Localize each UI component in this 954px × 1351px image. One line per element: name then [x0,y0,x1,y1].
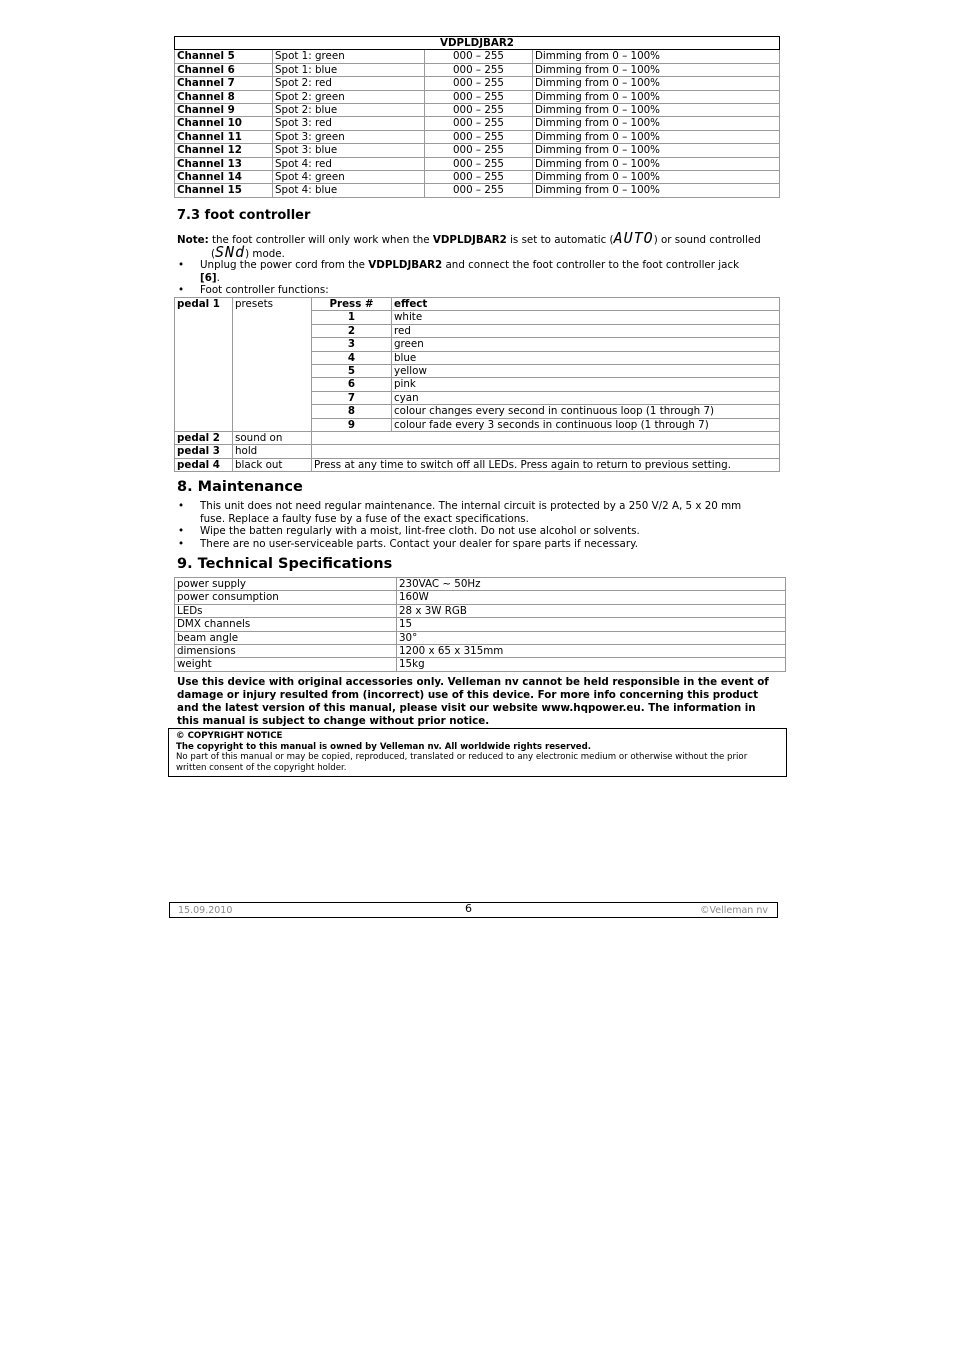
table-row [175,171,780,184]
channel-function: Spot 2: blue [273,104,425,117]
channel-range: 000 – 255 [425,90,533,103]
channel-range: 000 – 255 [425,157,533,170]
note-text-3: ) or sound controlled [653,234,761,246]
channel-name: Channel 8 [175,90,273,103]
note-text-5: ) mode. [245,248,285,260]
channel-name: Channel 11 [175,130,273,143]
note-text-2: is set to automatic ( [506,234,614,246]
channel-name: Channel 14 [175,171,273,184]
channel-name: Channel 9 [175,104,273,117]
spec-name: weight [175,658,397,671]
list-item: • Foot controller functions: [178,284,329,297]
auto-display-glyph: AUTO [613,229,654,247]
press-effect: red [392,324,780,337]
note-text-4: ( [211,248,216,260]
spec-value: 15kg [397,658,786,671]
press-effect: colour changes every second in continuous loop (1 through 7) [392,405,780,418]
page-number: 6 [465,902,472,915]
copyright-line-3: written consent of the copyright holder. [176,762,347,773]
list-item: • Unplug the power cord from the VDPLDJBAR2 and connect the foot controller to the foot controller jack [6]. [178,259,740,284]
pedal-1-label: pedal 1 [175,298,233,432]
table-row [175,90,780,103]
list-item: • Wipe the batten regularly with a moist, lint-free cloth. Do not use alcohol or solvents. [178,525,640,538]
copyright-notice [168,728,787,777]
pedal-4-label: pedal 4 [175,458,233,471]
press-number: 7 [312,391,392,404]
table-row [175,445,780,458]
channel-effect: Dimming from 0 – 100% [533,63,780,76]
spec-name: power supply [175,578,397,591]
spec-value: 30° [397,631,786,644]
channel-function: Spot 3: red [273,117,425,130]
press-number: 2 [312,324,392,337]
channel-function: Spot 3: green [273,130,425,143]
specs-heading: 9. Technical Specifications [177,556,393,572]
table-row [175,157,780,170]
channel-function: Spot 4: green [273,171,425,184]
table-row [175,50,780,63]
press-number: 4 [312,351,392,364]
channel-name: Channel 6 [175,63,273,76]
channel-range: 000 – 255 [425,130,533,143]
maintenance-heading: 8. Maintenance [177,479,303,495]
copyright-title: © COPYRIGHT NOTICE [176,731,283,741]
table-row [175,591,786,604]
pedal-2-label: pedal 2 [175,432,233,445]
press-number: 3 [312,338,392,351]
channel-effect: Dimming from 0 – 100% [533,77,780,90]
press-header: Press # [312,298,392,311]
table-row [175,77,780,90]
channel-function: Spot 1: green [273,50,425,63]
spec-name: power consumption [175,591,397,604]
channel-function: Spot 2: red [273,77,425,90]
spec-name: dimensions [175,645,397,658]
spec-name: beam angle [175,631,397,644]
press-number: 9 [312,418,392,431]
channel-effect: Dimming from 0 – 100% [533,90,780,103]
note-text-1: the foot controller will only work when the [208,234,433,246]
channel-name: Channel 15 [175,184,273,197]
press-effect: green [392,338,780,351]
channel-effect: Dimming from 0 – 100% [533,184,780,197]
press-number: 6 [312,378,392,391]
spec-value: 15 [397,618,786,631]
table-row [175,604,786,617]
note-model: VDPLDJBAR2 [432,234,507,246]
table-row [175,578,786,591]
press-effect: white [392,311,780,324]
channel-range: 000 – 255 [425,184,533,197]
table-row [175,104,780,117]
channel-function: Spot 2: green [273,90,425,103]
press-effect: cyan [392,391,780,404]
channel-effect: Dimming from 0 – 100% [533,130,780,143]
list-item: • This unit does not need regular maintenance. The internal circuit is protected by a 250 V/2 A, 5 x 20 mm fuse. Replace a faulty fuse by a fuse of the exact specifications. [178,500,742,525]
channel-function: Spot 3: blue [273,144,425,157]
table-row [175,658,786,671]
channel-function: Spot 4: red [273,157,425,170]
table-row [175,117,780,130]
pedal-3-label: pedal 3 [175,445,233,458]
channel-effect: Dimming from 0 – 100% [533,157,780,170]
pedal-2-function: sound on [233,432,312,445]
spec-name: LEDs [175,604,397,617]
channel-effect: Dimming from 0 – 100% [533,144,780,157]
channel-name: Channel 7 [175,77,273,90]
pedal-4-function: black out [233,458,312,471]
channel-effect: Dimming from 0 – 100% [533,171,780,184]
pedal-4-effect: Press at any time to switch off all LEDs. Press again to return to previous setting. [312,458,780,471]
table-row [175,184,780,197]
specs-table [174,577,786,672]
sound-display-glyph: SNd [215,243,246,261]
channel-range: 000 – 255 [425,77,533,90]
foot-note [177,230,787,262]
channel-name: Channel 5 [175,50,273,63]
pedal-3-function: hold [233,445,312,458]
channel-range: 000 – 255 [425,171,533,184]
spec-value: 160W [397,591,786,604]
channel-range: 000 – 255 [425,50,533,63]
channel-function: Spot 1: blue [273,63,425,76]
channel-effect: Dimming from 0 – 100% [533,50,780,63]
table-row [175,130,780,143]
spec-value: 28 x 3W RGB [397,604,786,617]
channel-function: Spot 4: blue [273,184,425,197]
disclaimer: Use this device with original accessories only. Velleman nv cannot be held responsible in the event of damage or injury resulted from (incorrect) use of this device. For more info concerning this product and the latest version of this manual, please visit our website www.hqpower.eu. The information in this manual is subject to change without prior notice. [177,676,769,727]
table-row [175,144,780,157]
channel-effect: Dimming from 0 – 100% [533,104,780,117]
channel-name: Channel 12 [175,144,273,157]
channel-name: Channel 13 [175,157,273,170]
table-row [175,63,780,76]
maintenance-bullets [177,500,777,550]
table-row [175,645,786,658]
channel-range: 000 – 255 [425,104,533,117]
footer-owner: ©Velleman nv [700,905,768,916]
effect-header: effect [392,298,780,311]
channel-effect: Dimming from 0 – 100% [533,117,780,130]
foot-controller-bullets [177,259,777,297]
copyright-line-1: The copyright to this manual is owned by Velleman nv. All worldwide rights reserved. [176,741,592,752]
spec-name: DMX channels [175,618,397,631]
spec-value: 230VAC ~ 50Hz [397,578,786,591]
press-effect: blue [392,351,780,364]
channel-range: 000 – 255 [425,144,533,157]
press-effect: yellow [392,365,780,378]
table-row [175,432,780,445]
channel-range: 000 – 255 [425,63,533,76]
list-item: • There are no user-serviceable parts. Contact your dealer for spare parts if necessary. [178,537,638,550]
press-number: 5 [312,365,392,378]
press-number: 1 [312,311,392,324]
empty-cell [312,432,780,445]
table-row [175,458,780,471]
empty-cell [312,445,780,458]
channel-name: Channel 10 [175,117,273,130]
channel-table-title: VDPLDJBAR2 [175,37,780,50]
foot-controller-heading: 7.3 foot controller [177,208,311,223]
page-footer [169,902,778,918]
press-effect: pink [392,378,780,391]
spec-value: 1200 x 65 x 315mm [397,645,786,658]
table-row [175,618,786,631]
footer-date: 15.09.2010 [178,905,233,916]
press-effect: colour fade every 3 seconds in continuous loop (1 through 7) [392,418,780,431]
pedal-1-function: presets [233,298,312,432]
note-label: Note: [177,234,209,246]
channel-table [174,36,780,198]
channel-range: 000 – 255 [425,117,533,130]
press-number: 8 [312,405,392,418]
copyright-line-2: No part of this manual or may be copied, reproduced, translated or reduced to any electronic medium or otherwise without the prior [176,752,748,763]
pedal-table [174,297,780,472]
table-row [175,631,786,644]
